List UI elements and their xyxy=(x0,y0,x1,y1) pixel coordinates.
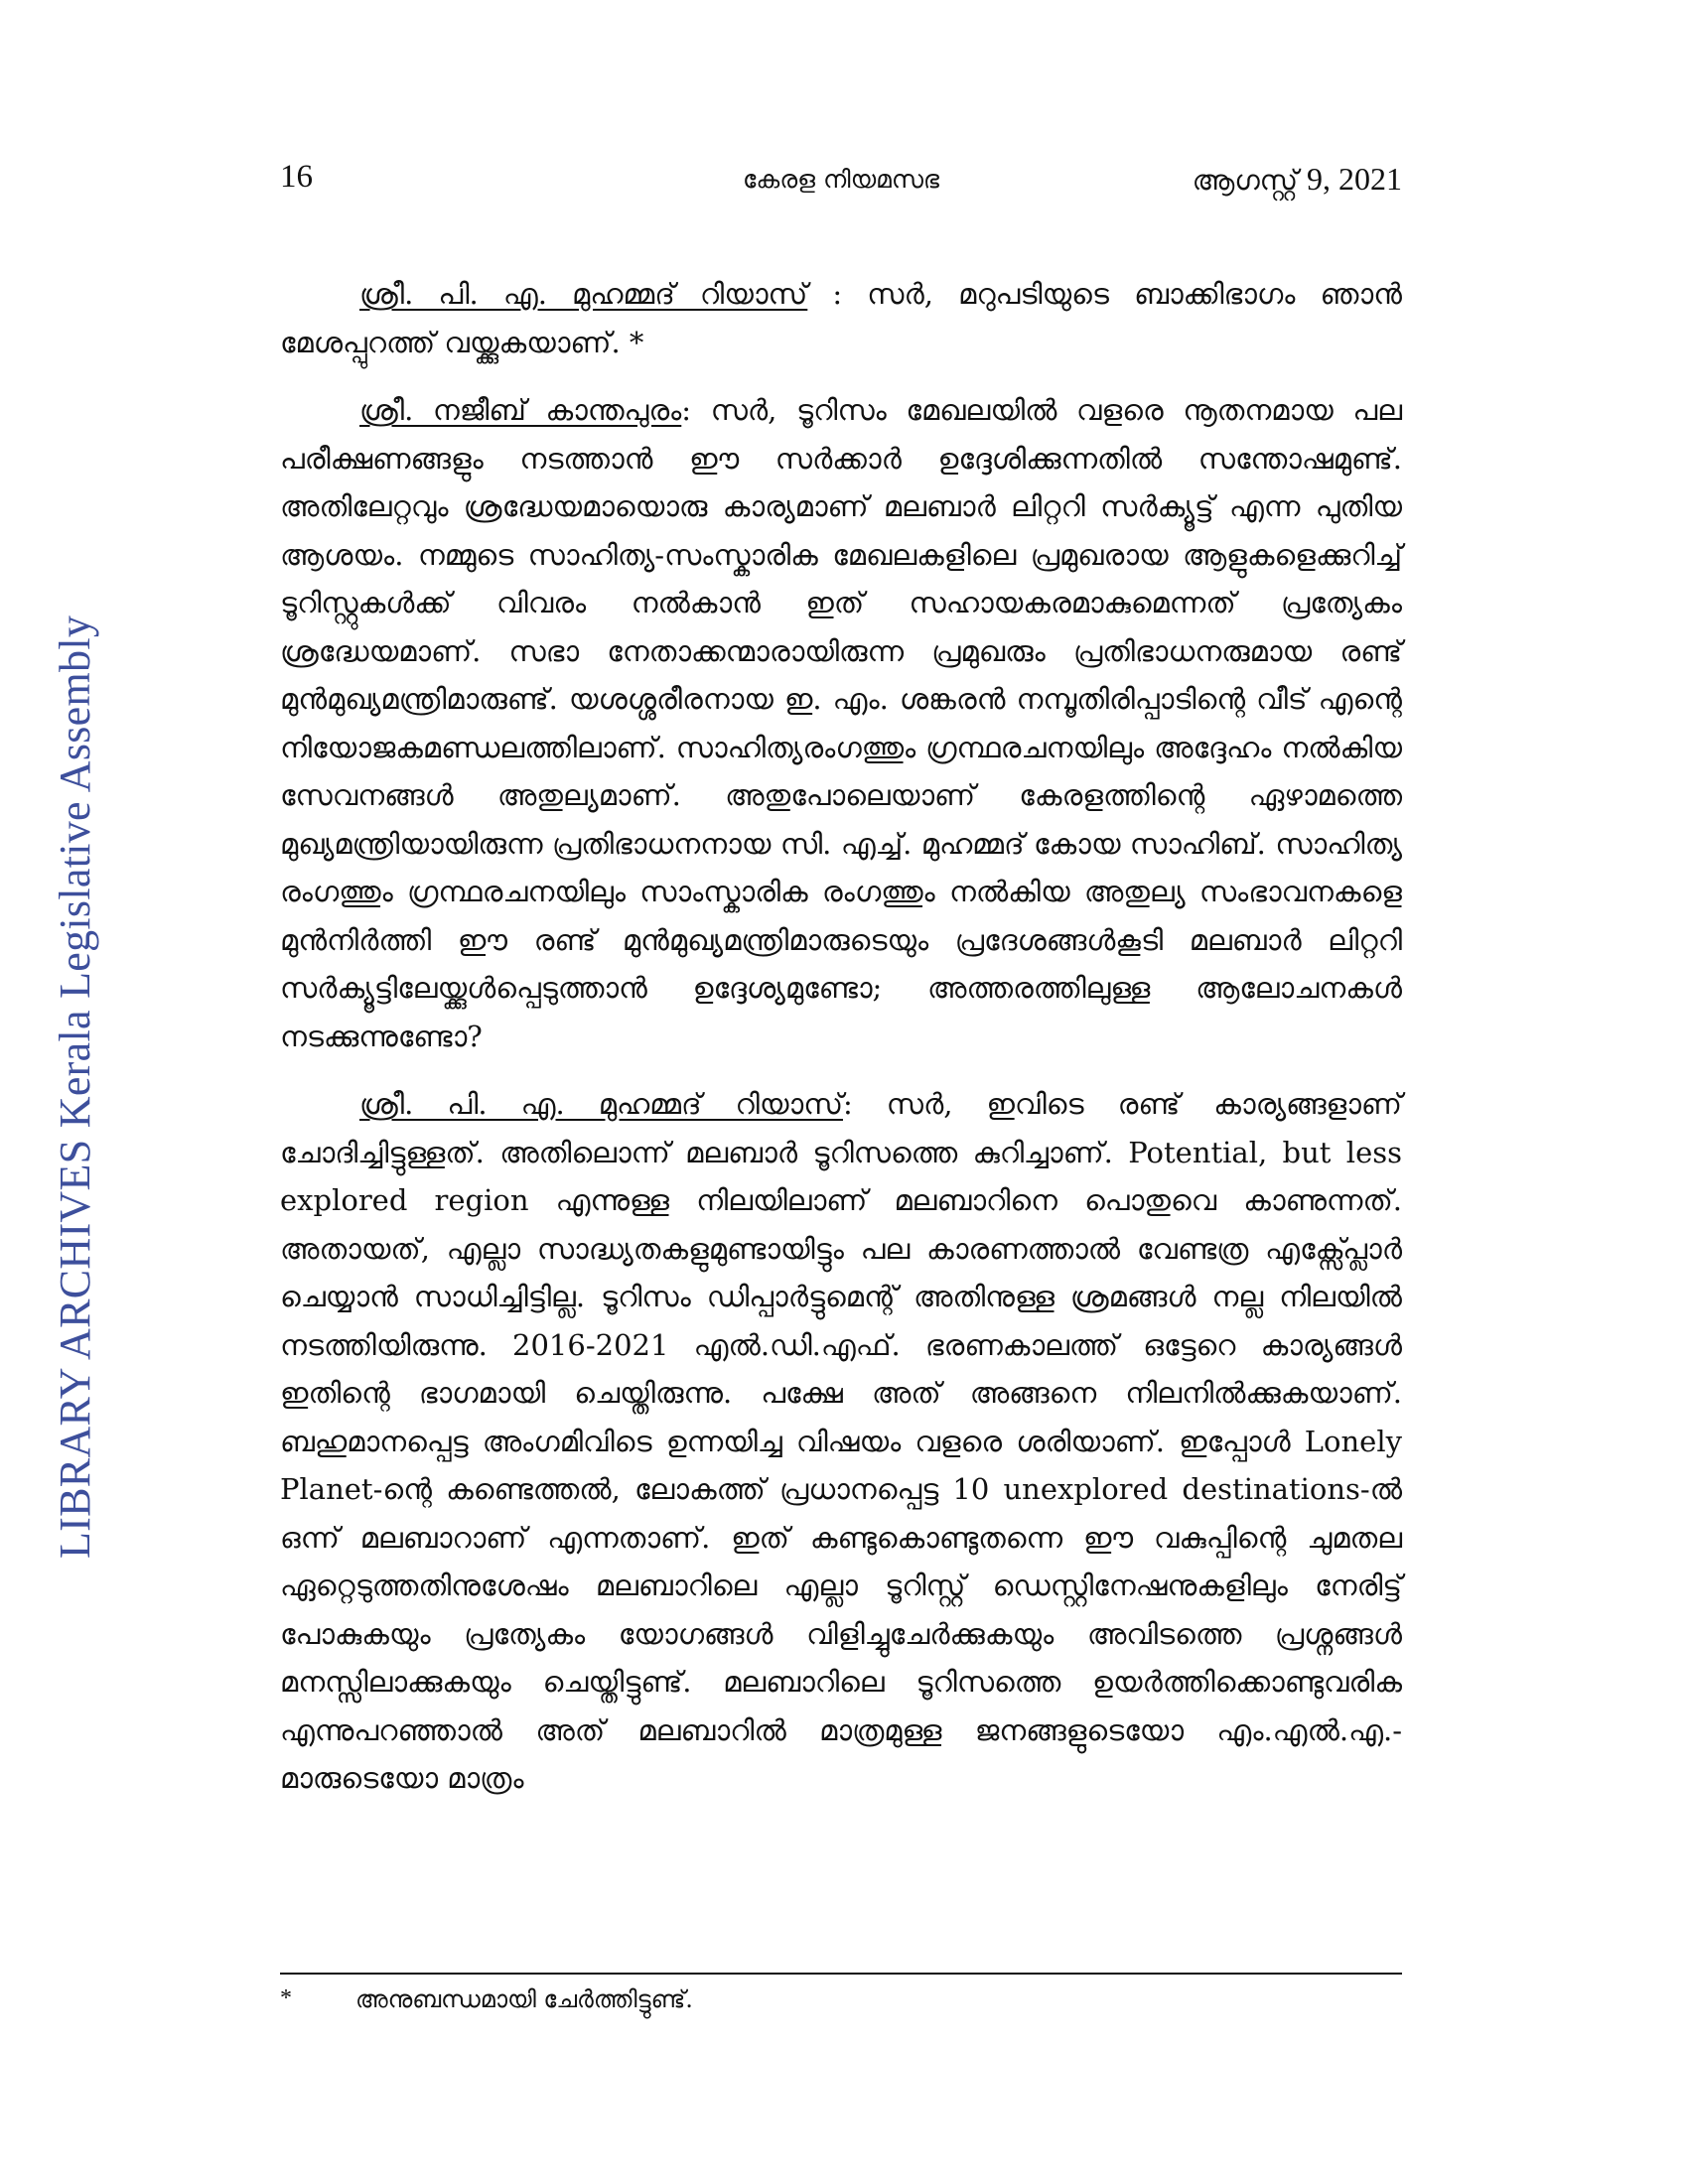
paragraph-text: : സർ, ടൂറിസം മേഖലയിൽ വളരെ നൂതനമായ പല പരീക്ഷണങ്ങളും നടത്താൻ ഈ സർക്കാർ ഉദ്ദേശിക്കുന്നതിൽ സന്തോഷമുണ്ട്. അതിലേറ്റവും ശ്രദ്ധേയമായൊരു കാര്യമാണ് മലബാർ ലിറ്ററി സർക്യൂട്ട് എന്ന പുതിയ ആശയം. നമ്മുടെ സാഹിത്യ-സംസ്കാരിക മേഖലകളിലെ പ്രമുഖരായ ആളുകളെക്കുറിച്ച് ടൂറിസ്റ്റുകൾക്ക് വിവരം നൽകാൻ ഇത് സഹായകരമാകുമെന്നത് പ്രത്യേകം ശ്രദ്ധേയമാണ്. സഭാ നേതാക്കന്മാരായിരുന്ന പ്രമുഖരും പ്രതിഭാധനരുമായ രണ്ട് മുൻമുഖ്യമന്ത്രിമാരുണ്ട്. യശശ്ശരീരനായ ഇ. എം. ശങ്കരൻ നമ്പൂതിരിപ്പാടിന്റെ വീട് എന്റെ നിയോജകമണ്ഡലത്തിലാണ്. സാഹിത്യരംഗത്തും ഗ്രന്ഥരചനയിലും അദ്ദേഹം നൽകിയ സേവനങ്ങൾ അതുല്യമാണ്. അതുപോലെയാണ് കേരളത്തിന്റെ ഏഴാമത്തെ മുഖ്യമന്ത്രിയായിരുന്ന പ്രതിഭാധനനായ സി. എച്ച്. മുഹമ്മദ് കോയ സാഹിബ്. സാഹിത്യ രംഗത്തും ഗ്രന്ഥരചനയിലും സാംസ്കാരിക രംഗത്തും നൽകിയ അതുല്യ സംഭാവനകളെ മുൻനിർത്തി ഈ രണ്ട് മുൻമുഖ്യമന്ത്രിമാരുടെയും പ്രദേശങ്ങൾകൂടി മലബാർ ലിറ്ററി സർക്യൂട്ടിലേയ്ക്കുൾപ്പെടുത്താൻ ഉദ്ദേശ്യമുണ്ടോ; അത്തരത്തിലുള്ള ആലോചനകൾ നടക്കുന്നുണ്ടോ? xyxy=(280,393,1402,1053)
paragraph-text: : സർ, മറുപടിയുടെ ബാക്കിഭാഗം ഞാൻ മേശപ്പുറത്ത് വയ്ക്കുകയാണ്. * xyxy=(280,277,1402,359)
paragraph-text: : സർ, ഇവിടെ രണ്ട് കാര്യങ്ങളാണ് ചോദിച്ചിട്ടുള്ളത്. അതിലൊന്ന് മലബാർ ടൂറിസത്തെ കുറിച്ചാണ്. Potential, but less explored region എന്നുള്ള നിലയിലാണ് മലബാറിനെ പൊതുവെ കാണുന്നത്. അതായത്, എല്ലാ സാദ്ധ്യതകളുമുണ്ടായിട്ടും പല കാരണത്താൽ വേണ്ടത്ര എക്സ്പ്ലോർ ചെയ്യാൻ സാധിച്ചിട്ടില്ല. ടൂറിസം ഡിപ്പാർട്ടുമെന്റ് അതിനുള്ള ശ്രമങ്ങൾ നല്ല നിലയിൽ നടത്തിയിരുന്നു. 2016-2021 എൽ.ഡി.എഫ്. ഭരണകാലത്ത് ഒട്ടേറെ കാര്യങ്ങൾ ഇതിന്റെ ഭാഗമായി ചെയ്തിരുന്നു. പക്ഷേ അത് അങ്ങനെ നിലനിൽക്കുകയാണ്. ബഹുമാനപ്പെട്ട അംഗമിവിടെ ഉന്നയിച്ച വിഷയം വളരെ ശരിയാണ്. ഇപ്പോൾ Lonely Planet-ന്റെ കണ്ടെത്തൽ, ലോകത്ത് പ്രധാനപ്പെട്ട 10 unexplored destinations-ൽ ഒന്ന് മലബാറാണ് എന്നതാണ്. ഇത് കണ്ടുകൊണ്ടുതന്നെ ഈ വകുപ്പിന്റെ ചുമതല ഏറ്റെടുത്തതിനുശേഷം മലബാറിലെ എല്ലാ ടൂറിസ്റ്റ് ഡെസ്റ്റിനേഷനുകളിലും നേരിട്ട് പോകുകയും പ്രത്യേകം യോഗങ്ങൾ വിളിച്ചുചേർക്കുകയും അവിടത്തെ പ്രശ്നങ്ങൾ മനസ്സിലാക്കുകയും ചെയ്തിട്ടുണ്ട്. മലബാറിലെ ടൂറിസത്തെ ഉയർത്തിക്കൊണ്ടുവരിക എന്നുപറഞ്ഞാൽ അത് മലബാറിൽ മാത്രമുള്ള ജനങ്ങളുടെയോ എം.എൽ.എ.-മാരുടെയോ മാത്രം xyxy=(280,1087,1402,1795)
page-number: 16 xyxy=(280,159,313,195)
date-number: 9, 2021 xyxy=(1307,161,1402,197)
page-header xyxy=(280,159,1402,205)
header-date xyxy=(1193,161,1402,198)
footnote-mark: * xyxy=(280,1985,292,2011)
date-month: ആഗസ്റ്റ് xyxy=(1192,164,1299,197)
speaker-name: ശ്രീ. പി. എ. മുഹമ്മദ് റിയാസ് xyxy=(359,1087,843,1121)
archive-watermark: LIBRARY ARCHIVES Kerala Legislative Assembly xyxy=(51,614,99,1559)
paragraph xyxy=(280,270,1402,366)
page-body xyxy=(280,270,1402,1823)
footnote-divider xyxy=(280,1973,1402,1975)
paragraph xyxy=(280,386,1402,1060)
speaker-name: ശ്രീ. പി. എ. മുഹമ്മദ് റിയാസ് xyxy=(359,277,808,311)
publication-title: കേരള നിയമസഭ xyxy=(743,165,939,194)
footnote-text: അനുബന്ധമായി ചേർത്തിട്ടുണ്ട്. xyxy=(355,1985,693,2013)
speaker-name: ശ്രീ. നജീബ് കാന്തപുരം xyxy=(359,393,682,427)
paragraph xyxy=(280,1080,1402,1803)
